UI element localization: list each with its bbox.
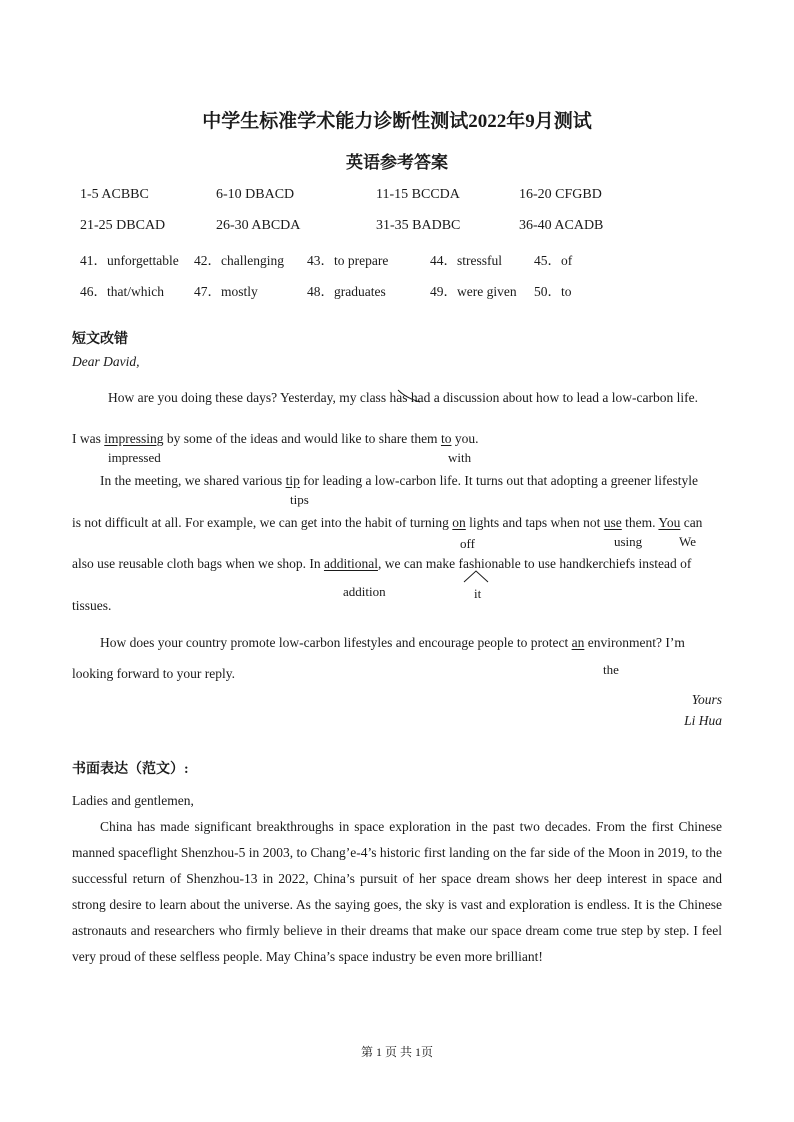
answer-item: 43．to prepare — [307, 253, 389, 268]
letter-salutation: Dear David, — [72, 354, 140, 369]
error-word: impressing — [104, 431, 164, 446]
answer-item: 41．unforgettable — [80, 253, 179, 268]
correction-fix: it — [474, 586, 482, 601]
error-word: tip — [285, 473, 300, 488]
letter-closing: Yours — [691, 692, 722, 707]
page-subtitle: 英语参考答案 — [346, 153, 448, 172]
correction-line: is not difficult at all. For example, we can get into the habit of turning on lights and taps when not use them. You can — [72, 515, 703, 530]
correction-line: How are you doing these days? Yesterday, my class has had a discussion about how to lead a low-carbon life. — [108, 390, 698, 405]
answer-group: 26-30 ABCDA — [216, 218, 301, 233]
error-word: an — [571, 635, 585, 650]
correction-fix: the — [603, 662, 619, 677]
section-heading-writing: 书面表达（范文）: — [72, 762, 189, 777]
correction-fix: off — [460, 536, 475, 551]
answer-item: 45．of — [534, 253, 573, 268]
correction-fix: impressed — [108, 450, 161, 465]
answer-item: 44．stressful — [430, 253, 502, 268]
correction-line: How does your country promote low-carbon lifestyles and encourage people to protect an environment? I’m — [100, 635, 685, 650]
correction-fix: with — [448, 450, 472, 465]
essay-paragraph: China has made significant breakthroughs in space exploration in the past two decades. From the first Chinese manned spaceflight Shenzhou-5 in 2003, to Chang’e-4’s historic first landing on the far side of the Moon in 2019, to the successful return of Shenzhou-13 in 2022, China’s pursuit of her space dream shows her deep interest in space and strong desire to learn about the universe. As the saying goes, the sky is vast and exploration is endless. It is the Chinese astronauts and researchers who firmly believe in their dreams that make our space dream come true step by step. I feel very proud of these selfless people. May China’s space industry be even more brilliant! — [72, 819, 722, 964]
correction-line: also use reusable cloth bags when we shop. In additional, we can make fashionable to use handkerchiefs instead of — [72, 556, 692, 571]
answer-group: 1-5 ACBBC — [80, 187, 149, 202]
answer-group: 36-40 ACADB — [519, 218, 604, 233]
deleted-word: has — [389, 390, 408, 405]
answer-group: 11-15 BCCDA — [376, 187, 460, 202]
correction-line: tissues. — [72, 598, 112, 613]
answer-item: 46．that/which — [80, 284, 164, 299]
letter-signature: Li Hua — [684, 713, 722, 728]
correction-line: looking forward to your reply. — [72, 666, 235, 681]
answer-group: 16-20 CFGBD — [519, 187, 602, 202]
error-word: You — [658, 515, 681, 530]
answer-item: 50．to — [534, 284, 572, 299]
error-word: use — [603, 515, 622, 530]
answer-group: 21-25 DBCAD — [80, 218, 166, 233]
correction-fix: We — [679, 534, 696, 549]
correction-fix: addition — [343, 584, 386, 599]
error-word: to — [440, 431, 452, 446]
insert-caret-mark — [463, 569, 489, 583]
error-word: additional — [323, 556, 378, 571]
correction-fix: tips — [290, 492, 309, 507]
correction-line: I was impressing by some of the ideas and would like to share them to you. — [72, 431, 479, 446]
section-heading-correction: 短文改错 — [72, 332, 128, 347]
answer-item: 42．challenging — [194, 253, 284, 268]
error-word: on — [452, 515, 466, 530]
answer-group: 31-35 BADBC — [376, 218, 461, 233]
correction-fix: using — [614, 534, 643, 549]
answer-item: 48．graduates — [307, 284, 386, 299]
answer-item: 49．were given — [430, 284, 517, 299]
correction-line: In the meeting, we shared various tip for leading a low-carbon life. It turns out that adopting a greener lifestyle — [100, 473, 698, 488]
answer-item: 47．mostly — [194, 284, 258, 299]
answer-group: 6-10 DBACD — [216, 187, 295, 202]
essay-salutation: Ladies and gentlemen, — [72, 793, 194, 808]
page-title: 中学生标准学术能力诊断性测试2022年9月测试 — [202, 111, 592, 132]
delete-mark — [396, 388, 424, 404]
page-number: 第 1 页 共 1页 — [360, 1045, 433, 1059]
